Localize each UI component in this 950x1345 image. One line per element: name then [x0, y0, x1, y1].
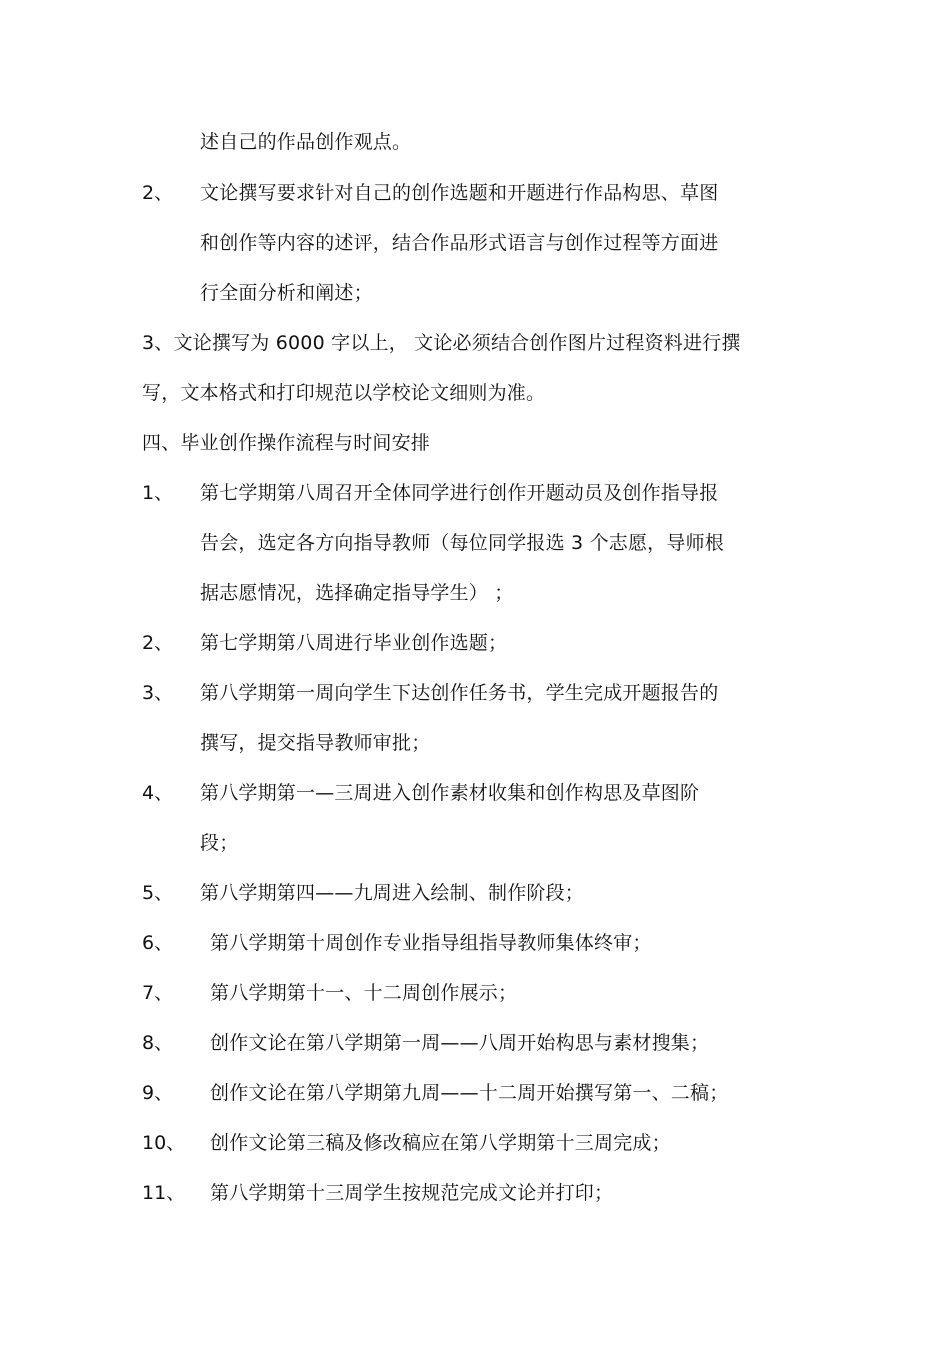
item-number: 4、	[142, 782, 174, 804]
list-item-line: 段；	[200, 832, 239, 854]
item-number: 6、	[142, 932, 174, 954]
item-number: 7、	[142, 982, 174, 1004]
list-item-line: 创作文论第三稿及修改稿应在第八学期第十三周完成；	[210, 1132, 671, 1154]
paragraph-line: 写，文本格式和打印规范以学校论文细则为准。	[142, 382, 546, 404]
list-item-line: 第八学期第一周向学生下达创作任务书，学生完成开题报告的	[200, 682, 719, 704]
item-number: 1、	[142, 482, 174, 504]
list-item-line: 第八学期第一—三周进入创作素材收集和创作构思及草图阶	[200, 782, 700, 804]
section-heading: 四、毕业创作操作流程与时间安排	[142, 432, 431, 454]
list-item-line: 第八学期第十三周学生按规范完成文论并打印；	[210, 1182, 614, 1204]
list-item-line: 告会，选定各方向指导教师（每位同学报选 3 个志愿，导师根	[200, 532, 724, 554]
paragraph-continuation: 述自己的作品创作观点。	[200, 131, 412, 153]
list-item-line: 第七学期第八周召开全体同学进行创作开题动员及创作指导报	[200, 482, 719, 504]
item-number: 10、	[142, 1132, 186, 1154]
list-item-line: 创作文论在第八学期第九周——十二周开始撰写第一、二稿；	[210, 1082, 729, 1104]
list-item-line: 第七学期第八周进行毕业创作选题；	[200, 632, 508, 654]
list-item-line: 第八学期第十一、十二周创作展示；	[210, 982, 518, 1004]
item-number: 9、	[142, 1082, 174, 1104]
item-number: 2、	[142, 182, 174, 204]
list-item-line: 第八学期第四——九周进入绘制、制作阶段；	[200, 882, 585, 904]
paragraph-line: 行全面分析和阐述；	[200, 282, 373, 304]
item-number: 3、	[142, 682, 174, 704]
paragraph-line: 3、文论撰写为 6000 字以上， 文论必须结合创作图片过程资料进行撰	[142, 332, 741, 354]
list-item-line: 撰写，提交指导教师审批；	[200, 732, 431, 754]
list-item-line: 创作文论在第八学期第一周——八周开始构思与素材搜集；	[210, 1032, 710, 1054]
item-number: 2、	[142, 632, 174, 654]
item-number: 5、	[142, 882, 174, 904]
item-number: 8、	[142, 1032, 174, 1054]
paragraph-line: 和创作等内容的述评，结合作品形式语言与创作过程等方面进	[200, 232, 719, 254]
list-item-line: 据志愿情况，选择确定指导学生） ；	[200, 582, 514, 604]
paragraph-line: 文论撰写要求针对自己的创作选题和开题进行作品构思、草图	[200, 182, 719, 204]
list-item-line: 第八学期第十周创作专业指导组指导教师集体终审；	[210, 932, 652, 954]
item-number: 11、	[142, 1182, 186, 1204]
